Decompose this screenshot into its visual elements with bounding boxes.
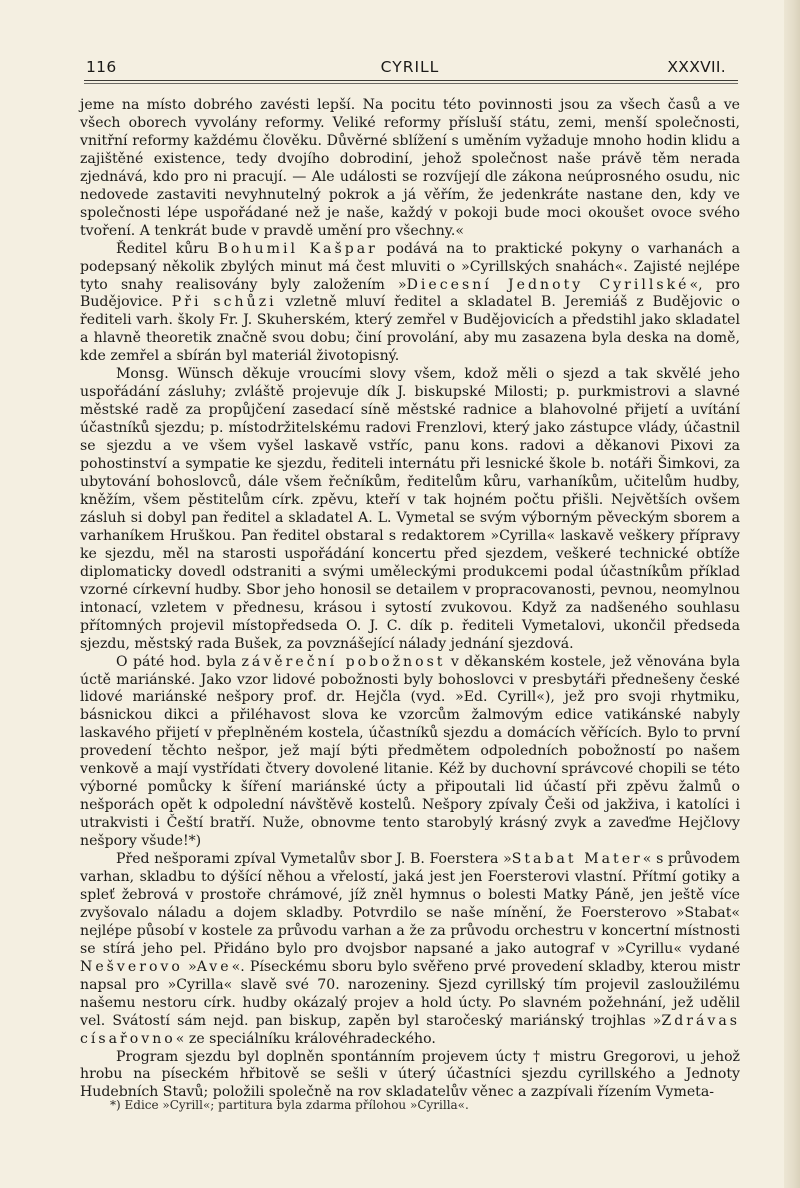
journal-title: CYRILL: [380, 58, 440, 76]
header-rule-secondary: [84, 83, 738, 84]
spaced-emphasis: Diecesní Jednoty Cyrillské: [406, 276, 690, 293]
spaced-emphasis: Stabat Mater: [511, 851, 643, 868]
spaced-emphasis: Nešverovo: [80, 958, 183, 975]
text-run: «. Píseckému sboru bylo svěřeno prvé provedení skladby, kterou mistr napsal pro »Cyrilla« slavě své 70. narozeniny. Sjezd cyrillský tím projevil zasloužilému našemu nestoru círk. hudby okázalý projev a hold úcty. Po slavném požehnání, jež udělil vel. Svátostí sám nejd. pan biskup, zapěn byl staročeský mariánský trojhlas »: [80, 958, 740, 1029]
footnote: *) Edice »Cyrill«; partitura byla zdarma přílohou »Cyrilla«.: [110, 1098, 469, 1112]
paragraph-p3: [80, 366, 740, 653]
text-run: jeme na místo dobrého zavésti lepší. Na pocitu této povinnosti jsou za všech časů a ve všech oborech vyvolány reformy. Veliké reformy přísluší státu, zemi, menší společnosti, vnitřní reformy každému člověku. Důvěrné sblížení s uměním vyžaduje mnoho hodin klidu a zajištěné existence, tedy dvojího dobrodiní, jehož společnost naše právě těm nerada zjednává, kdo pro ni pracují. — Ale události se rozvíjejí dle zákona neúprosného osudu, nic nedovede zastaviti nevyhnutelný pokrok a já věřím, že jedenkráte nastane den, kdy ve společnosti lépe uspořádané než je naše, každý v pokoji bude moci okoušet ovoce svého tvoření. A tenkrát bude v pravdě umění pro všechny.«: [80, 97, 740, 239]
text-run: O páté hod. byla: [116, 653, 242, 670]
text-run: « ze speciálníku královéhradeckého.: [175, 1030, 436, 1047]
paragraph-p4: [80, 654, 740, 851]
text-run: Program sjezdu byl doplněn spontánním projevem úcty † mistru Gregorovi, u jehož hrobu na píseckém hřbitově se sešli v úterý účastníci sjezdu cyrillského a Jednoty Hudebních Stavů; položili společně na rov skladatelův věnec a zazpívali řízením Vymeta-: [80, 1048, 740, 1101]
paragraph-p5: [80, 851, 740, 1048]
body-text: [80, 97, 740, 1102]
paragraph-p2: [80, 241, 740, 367]
text-run: Monsg. Wünsch děkuje vroucími slovy všem, kdož měli o sjezd a tak skvělé jeho uspořádání zásluhy; zvláště projevuje dík J. biskupské Milosti; p. purkmistrovi a slavné městské radě za propůjčení zasedací síně městské radnice a blahovolné přijetí a uvítání účastníků sjezdu; p. místodržitelskému radovi Frenzlovi, který jako zástupce vlády, účastnil se sjezdu a ve všem vyšel laskavě vstříc, panu kons. radovi a děkanovi Pixovi za pohostinství a sympatie ke sjezdu, řediteli internátu při lesnické škole b. notáři Šimkovi, za ubytování bohoslovců, dále všem řečníkům, ředitelům kůru, varhaníkům, učitelům hudby, kněžím, všem pěstitelům círk. zpěvu, kteří v tak hojném počtu přišli. Největších ovšem zásluh si dobyl pan ředitel a skladatel A. L. Vymetal se svým výborným pěveckým sborem a varhaníkem Hruškou. Pan ředitel obstaral s redaktorem »Cyrilla« laskavě veškery přípravy ke sjezdu, měl na starosti uspořádání koncertu před sjezdem, veškeré technické obtíže diplomaticky dovedl odstraniti a svými uměleckými produkcemi podal účastníkům příklad vzorné církevní hudby. Sbor jeho honosil se detailem v propracovanosti, pevnou, neomylnou intonací, vzletem v přednesu, krásou i sytostí zvukovou. Když za nadšeného souhlasu přítomných projevil místopředseda O. J. C. dík p. řediteli Vymetalovi, ukončil předseda sjezdu, městský rada Bušek, za povznášející nálady jednání sjezdová.: [80, 366, 740, 652]
text-run: v děkanském kostele, jež věnována byla úctě mariánské. Jako vzor lidové pobožnosti byly bohoslovci v presbytáři přednešeny české lidové mariánské nešpory prof. dr. Hejčla (vyd. »Ed. Cyrill«), jež pro svoji rhytmiku, básnickou dikci a přiléhavost slova ke vzorcům žalmovým edice vatikánské nabyly laskavého přijetí v přeplněném kostela, účastníků sjezdu a domácích věřících. Bylo to první provedení těchto nešpor, jež mají býti předmětem odpoledních pobožností po našem venkově a mají vystřídati čtvery dovolené litanie. Kéž by duchovní správcové chopili se této výborné pomůcky k šíření mariánské úcty a připoutali lid účastí při zpěvu žalmů o nešporách opět k odpolední návštěvě kostelů. Nešpory zpívaly Češi od jakživa, i katolíci i utrakvisti i Čeští bratří. Nuže, obnovme tento starobylý krásný zvyk a zaveďme Hejčlovy nešpory všude!*): [80, 653, 740, 850]
page-spine-shadow: [784, 0, 800, 1188]
paragraph-p1: [80, 97, 740, 241]
running-header: [86, 58, 726, 82]
text-run: Ředitel kůru: [116, 240, 218, 257]
text-run: »: [182, 958, 197, 975]
text-run: podává na to praktické pokyny o varhanách a podepsaný několik zbylých minut má čest mluviti o »Cyrillských snahách«. Zajisté nejlépe tyto snahy realisovány byly založením »: [80, 240, 740, 293]
text-run: Před nešporami zpíval Vymetalův sbor J. B. Foerstera »: [116, 851, 512, 868]
text-run: « s průvodem varhan, skladbu to dýšící něhou a vřelostí, jaká jest jen Foersterovi vlastní. Přítmí gotiky a spleť žebrová v prostoře chrámové, jíž zněl hymnus o bolesti Matky Páně, jen ještě více zvyšovalo náladu a dojem skladby. Potvrdilo se naše mínění, že Foersterovo »Stabat« nejlépe působí v kostele za průvodu varhan a že za průvodu orchestru v koncertní místnosti se stírá jeho pel. Přidáno bylo pro dvojsbor napsané a jako autograf v »Cyrillu« vydané: [80, 851, 740, 957]
volume-number: XXXVII.: [667, 58, 726, 76]
spaced-emphasis: Při schůzi: [171, 294, 277, 311]
text-run: vzletně mluví ředitel a skladatel B. Jeremiáš z Budějovic o řediteli varh. školy Fr. J. Skuherském, který zemřel v Budějovicích a předstihl jako skladatel a hlavně theoretik značně svou dobu; činí provolání, aby mu zasazena byla deska na domě, kde zemřel a sbírán byl materiál životopisný.: [80, 294, 741, 365]
header-rule: [84, 80, 738, 81]
page-number: 116: [86, 58, 117, 76]
spaced-emphasis: Bohumil Kašpar: [217, 240, 378, 257]
spaced-emphasis: závěreční pobožnost: [241, 653, 446, 670]
text-run: «, pro Budějovice.: [80, 276, 741, 311]
spaced-emphasis: Zdrávas císařovno: [80, 1012, 740, 1047]
paragraph-p6: [80, 1049, 740, 1103]
spaced-emphasis: Ave: [196, 958, 232, 975]
